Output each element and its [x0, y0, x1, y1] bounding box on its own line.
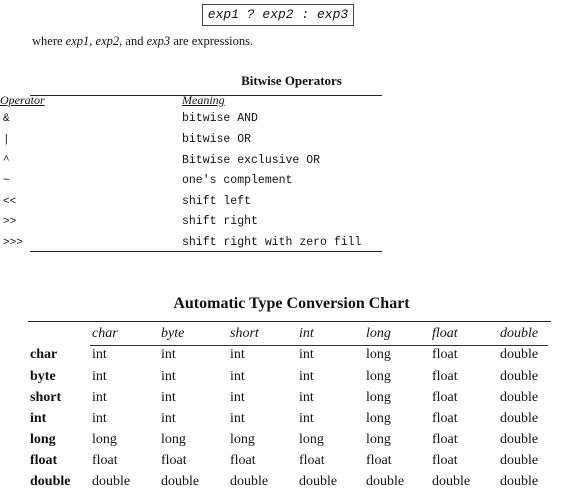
- table-cell: float: [432, 369, 458, 384]
- table-cell: double: [299, 474, 338, 489]
- operator-symbol: <<: [3, 196, 17, 208]
- row-header-long: long: [30, 432, 56, 447]
- ternary-expression: exp1 ? exp2 : exp3: [202, 4, 354, 26]
- bitwise-row: [0, 215, 400, 235]
- row-header-float: float: [30, 453, 58, 468]
- table-cell: long: [299, 432, 324, 447]
- table-cell: float: [366, 453, 392, 468]
- operator-meaning: shift right with zero fill: [182, 236, 362, 249]
- bitwise-row: [0, 154, 400, 174]
- row-header-byte: byte: [30, 369, 56, 384]
- column-header-long: long: [366, 326, 391, 341]
- operator-symbol: |: [3, 134, 10, 146]
- row-header-double: double: [30, 474, 71, 489]
- table-cell: long: [366, 390, 391, 405]
- table-cell: int: [299, 347, 314, 362]
- table-cell: int: [92, 411, 107, 426]
- table-cell: long: [92, 432, 117, 447]
- table-cell: float: [299, 453, 325, 468]
- table-cell: float: [161, 453, 187, 468]
- bitwise-row: [0, 133, 400, 153]
- table-cell: double: [500, 474, 539, 489]
- table-cell: float: [432, 390, 458, 405]
- operator-meaning: Bitwise exclusive OR: [182, 154, 321, 167]
- caption-term: exp3: [146, 34, 171, 48]
- table-cell: float: [432, 347, 458, 362]
- table-cell: int: [230, 369, 245, 384]
- table-cell: float: [432, 453, 458, 468]
- column-header-short: short: [230, 326, 259, 341]
- row-header-int: int: [30, 411, 47, 426]
- bitwise-row: [0, 236, 400, 256]
- table-cell: long: [230, 432, 255, 447]
- table-cell: int: [161, 347, 176, 362]
- operator-meaning: one's complement: [182, 174, 293, 187]
- operator-symbol: ~: [3, 175, 10, 187]
- table-cell: long: [366, 432, 391, 447]
- table-cell: int: [230, 411, 245, 426]
- table-cell: double: [432, 474, 471, 489]
- where-caption: [32, 34, 253, 49]
- table-cell: int: [299, 411, 314, 426]
- bitwise-title: Bitwise Operators: [241, 73, 342, 88]
- operator-symbol: &: [3, 113, 10, 125]
- table-cell: int: [92, 369, 107, 384]
- bitwise-row: [0, 112, 400, 132]
- table-cell: int: [161, 390, 176, 405]
- column-header-double: double: [500, 326, 539, 341]
- table-cell: int: [299, 390, 314, 405]
- table-cell: double: [230, 474, 269, 489]
- table-cell: int: [230, 347, 245, 362]
- caption-text: , and: [119, 34, 147, 48]
- operator-meaning: bitwise OR: [182, 133, 252, 146]
- table-cell: long: [366, 411, 391, 426]
- operator-symbol: >>: [3, 216, 17, 228]
- table-cell: double: [500, 390, 539, 405]
- table-cell: double: [500, 347, 539, 362]
- caption-text: where: [32, 34, 66, 48]
- table-cell: float: [92, 453, 118, 468]
- conversion-top-rule: [28, 321, 551, 322]
- bitwise-row: [0, 195, 400, 215]
- caption-text: ,: [89, 34, 96, 48]
- operator-symbol: ^: [3, 155, 10, 167]
- conversion-header-rule: [90, 345, 548, 346]
- conversion-title: Automatic Type Conversion Chart: [173, 295, 410, 312]
- table-cell: long: [366, 347, 391, 362]
- table-cell: float: [230, 453, 256, 468]
- table-cell: double: [92, 474, 131, 489]
- table-cell: float: [432, 411, 458, 426]
- table-cell: int: [161, 369, 176, 384]
- column-header-float: float: [432, 326, 458, 341]
- column-header-char: char: [92, 326, 118, 341]
- operator-meaning: shift right: [182, 215, 258, 228]
- column-header-byte: byte: [161, 326, 185, 341]
- operator-symbol: >>>: [3, 237, 23, 249]
- meaning-column-header: Meaning: [182, 93, 225, 107]
- operator-meaning: bitwise AND: [182, 112, 258, 125]
- table-cell: double: [500, 411, 539, 426]
- table-cell: long: [366, 369, 391, 384]
- table-cell: float: [432, 432, 458, 447]
- row-header-short: short: [30, 390, 62, 405]
- table-cell: double: [366, 474, 405, 489]
- bitwise-row: [0, 174, 400, 194]
- table-cell: int: [92, 390, 107, 405]
- operator-column-header: Operator: [0, 93, 45, 107]
- table-cell: double: [500, 432, 539, 447]
- caption-text: are expressions.: [170, 34, 254, 48]
- table-cell: double: [500, 369, 539, 384]
- table-cell: double: [161, 474, 200, 489]
- table-cell: int: [161, 411, 176, 426]
- table-cell: double: [500, 453, 539, 468]
- operator-meaning: shift left: [182, 195, 252, 208]
- column-header-int: int: [299, 326, 314, 341]
- table-cell: int: [230, 390, 245, 405]
- row-header-char: char: [30, 347, 58, 362]
- caption-term: exp2: [95, 34, 120, 48]
- bitwise-bottom-rule: [30, 251, 382, 252]
- table-cell: int: [299, 369, 314, 384]
- table-cell: long: [161, 432, 186, 447]
- caption-term: exp1: [65, 34, 90, 48]
- table-cell: int: [92, 347, 107, 362]
